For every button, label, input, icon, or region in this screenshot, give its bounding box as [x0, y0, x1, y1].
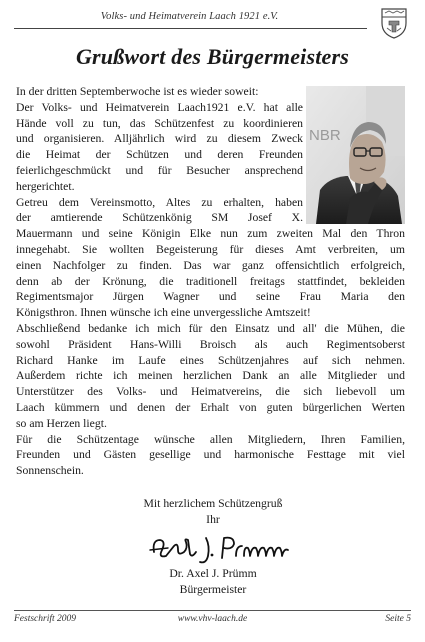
- footer-website: www.vhv-laach.de: [177, 614, 248, 624]
- body-line: Mauermann und seine Königin Elke nun zum zweiten Mal den Thron: [16, 227, 405, 241]
- closing-ihr: Ihr: [206, 513, 220, 526]
- body-line: Laach kümmern und denen der Erhalt von guten bürgerlichen Werten: [16, 400, 405, 414]
- body-line: der amtierende Schützenkönig SM Josef X.: [16, 211, 303, 225]
- body-line: und organisieren. Alljährlich wird zu diesem Zweck: [16, 132, 303, 146]
- body-line: Unterstützer des Volks- und Heimatvereins, die sich liebevoll um: [16, 385, 405, 399]
- body-line: Abschließend bedanke ich mich für den Einsatz und all' die Mühen, die: [16, 321, 405, 335]
- body-line: die Heimat der Schützen und deren Freunden: [16, 148, 303, 162]
- body-line: feierlichgeschmückt und für Besucher ansprechend: [16, 163, 303, 177]
- body-line: Sonnenschein.: [16, 464, 84, 478]
- page-title: Grußwort des Bürgermeisters: [75, 44, 350, 69]
- mayor-signature: [148, 528, 293, 566]
- body-line: denn ab der Krönung, die traditionell freitags stattfindet, bekleiden: [16, 274, 405, 288]
- closing-greeting: Mit herzlichem Schützengruß: [143, 497, 283, 510]
- header-rule: [14, 28, 367, 29]
- body-line: Richard Hanke im Laufe eines Schützenjahres auf sich nehmen.: [16, 353, 405, 367]
- body-line: innegehabt. Sie wollten Begeisterung für dieses Amt verbreiten, um: [16, 242, 405, 256]
- body-line: Getreu dem Vereinsmotto, Altes zu erhalten, haben: [16, 195, 303, 209]
- body-line: Regimentsmajor Jürgen Wagner und seine Frau Maria den: [16, 290, 405, 304]
- footer-rule: [14, 610, 411, 611]
- body-line: Freunden und Gästen gesellige und harmonische Festtage mit viel: [16, 448, 405, 462]
- body-text: [16, 84, 405, 479]
- header-text: Volks- und Heimatverein Laach 1921 e.V.: [100, 11, 279, 22]
- footer-publication: Festschrift 2009: [14, 614, 77, 624]
- body-line: Für die Schützentage wünsche allen Mitgliedern, Ihren Familien,: [16, 432, 405, 446]
- page-header: [14, 6, 411, 40]
- coat-of-arms-icon: [379, 6, 409, 40]
- body-line: so am Herzen liegt.: [16, 416, 107, 430]
- body-line: Der Volks- und Heimatverein Laach1921 e.V. hat alle: [16, 100, 303, 114]
- body-line: einen Nachfolger zu finden. Das war ganz offensichtlich erfolgreich,: [16, 258, 405, 272]
- body-line: In der dritten Septemberwoche ist es wieder soweit:: [16, 85, 259, 98]
- footer-page-number: Seite 5: [385, 614, 411, 624]
- body-line: hergerichtet.: [16, 179, 75, 193]
- mayor-role: Bürgermeister: [179, 583, 247, 596]
- body-line: sowohl Präsident Hans-Willi Broisch als auch Regimentsoberst: [16, 337, 405, 351]
- backdrop-sign: NBR: [309, 127, 341, 144]
- body-line: Hände voll zu tun, das Schützenfest zu koordinieren: [16, 116, 303, 130]
- body-line: Außerdem richte ich meinen herzlichen Dank an alle Mitglieder und: [16, 369, 405, 383]
- mayor-name: Dr. Axel J. Prümm: [169, 567, 257, 580]
- body-line: Königsthron. Ihnen wünsche ich eine unvergessliche Amtszeit!: [16, 306, 311, 320]
